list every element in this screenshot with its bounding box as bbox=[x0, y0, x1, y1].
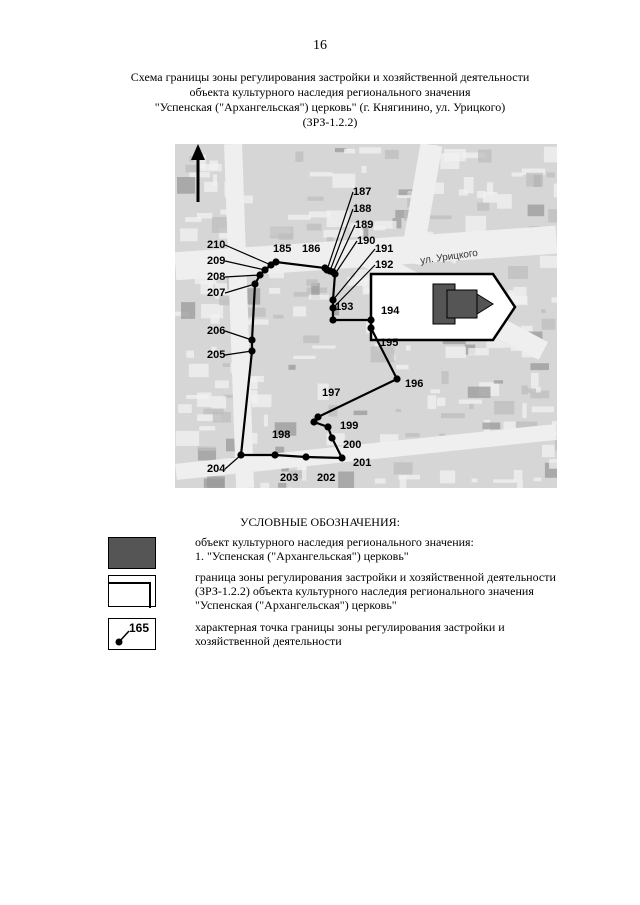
legend-text: граница зоны регулирования застройки и хозяйственной деятельности (ЗРЗ-1.2.2) объекта культурного наследия регионального значения "Успенская ("Архангельская") церковь" bbox=[195, 570, 556, 612]
boundary-point-label: 191 bbox=[375, 243, 394, 255]
boundary-point-marker bbox=[367, 316, 374, 323]
street-label: ул. Урицкого bbox=[419, 247, 479, 267]
boundary-point-label: 204 bbox=[207, 463, 226, 475]
boundary-point-label: 205 bbox=[207, 349, 226, 361]
legend-title: УСЛОВНЫЕ ОБОЗНАЧЕНИЯ: bbox=[240, 515, 400, 529]
title-line: (ЗРЗ-1.2.2) bbox=[302, 115, 358, 129]
boundary-point-label: 197 bbox=[322, 387, 341, 399]
boundary-point-label: 208 bbox=[207, 271, 226, 283]
dark-fill-swatch bbox=[108, 537, 156, 569]
boundary-point-label: 193 bbox=[335, 301, 354, 313]
boundary-point-marker bbox=[248, 347, 255, 354]
boundary-point-marker bbox=[267, 261, 274, 268]
boundary-point-marker bbox=[248, 336, 255, 343]
boundary-point-marker bbox=[329, 316, 336, 323]
boundary-point-marker bbox=[367, 324, 374, 331]
boundary-point-marker bbox=[237, 451, 244, 458]
legend-text: характерная точка границы зоны регулирования застройки и хозяйственной деятельности bbox=[195, 620, 505, 648]
svg-text:165: 165 bbox=[129, 621, 150, 635]
title-line: "Успенская ("Архангельская") церковь" (г. Княгинино, ул. Урицкого) bbox=[154, 100, 506, 114]
boundary-point-label: 202 bbox=[317, 472, 336, 484]
boundary-point-marker bbox=[328, 434, 335, 441]
boundary-point-label: 192 bbox=[375, 259, 394, 271]
boundary-point-marker bbox=[302, 453, 309, 460]
boundary-line-swatch bbox=[108, 575, 156, 607]
boundary-point-label: 198 bbox=[272, 429, 291, 441]
boundary-point-label: 209 bbox=[207, 255, 226, 267]
boundary-point-label: 188 bbox=[353, 203, 372, 215]
boundary-point-label: 201 bbox=[353, 457, 372, 469]
boundary-point-label: 186 bbox=[302, 243, 321, 255]
boundary-point-label: 200 bbox=[343, 439, 362, 451]
boundary-point-marker bbox=[338, 454, 345, 461]
boundary-point-marker bbox=[310, 418, 317, 425]
point-marker-icon bbox=[109, 619, 155, 649]
boundary-point-label: 196 bbox=[405, 378, 424, 390]
boundary-point-label: 187 bbox=[353, 186, 372, 198]
boundary-point-label: 203 bbox=[280, 472, 299, 484]
boundary-point-label: 207 bbox=[207, 287, 226, 299]
boundary-point-label: 194 bbox=[381, 305, 400, 317]
legend-text: объект культурного наследия регионального значения: 1. "Успенская ("Архангельская") церковь" bbox=[195, 535, 474, 563]
boundary-point-label: 206 bbox=[207, 325, 226, 337]
point-marker-swatch bbox=[108, 618, 156, 650]
boundary-point-marker bbox=[251, 280, 258, 287]
map-title bbox=[60, 70, 600, 130]
boundary-point-label: 210 bbox=[207, 239, 226, 251]
boundary-point-label: 195 bbox=[380, 337, 399, 349]
title-line: Схема границы зоны регулирования застройки и хозяйственной деятельности bbox=[130, 70, 530, 84]
boundary-point-marker bbox=[324, 423, 331, 430]
boundary-point-marker bbox=[331, 270, 338, 277]
boundary-point-marker bbox=[271, 451, 278, 458]
map-canvas bbox=[175, 144, 557, 488]
boundary-point-label: 199 bbox=[340, 420, 359, 432]
boundary-point-marker bbox=[261, 266, 268, 273]
boundary-point-label: 185 bbox=[273, 243, 292, 255]
title-line: объекта культурного наследия регионального значения bbox=[189, 85, 471, 99]
boundary-point-label: 189 bbox=[355, 219, 374, 231]
page-number: 16 bbox=[313, 38, 327, 53]
boundary-point-label: 190 bbox=[357, 235, 376, 247]
boundary-map bbox=[175, 144, 557, 488]
boundary-point-marker bbox=[393, 375, 400, 382]
